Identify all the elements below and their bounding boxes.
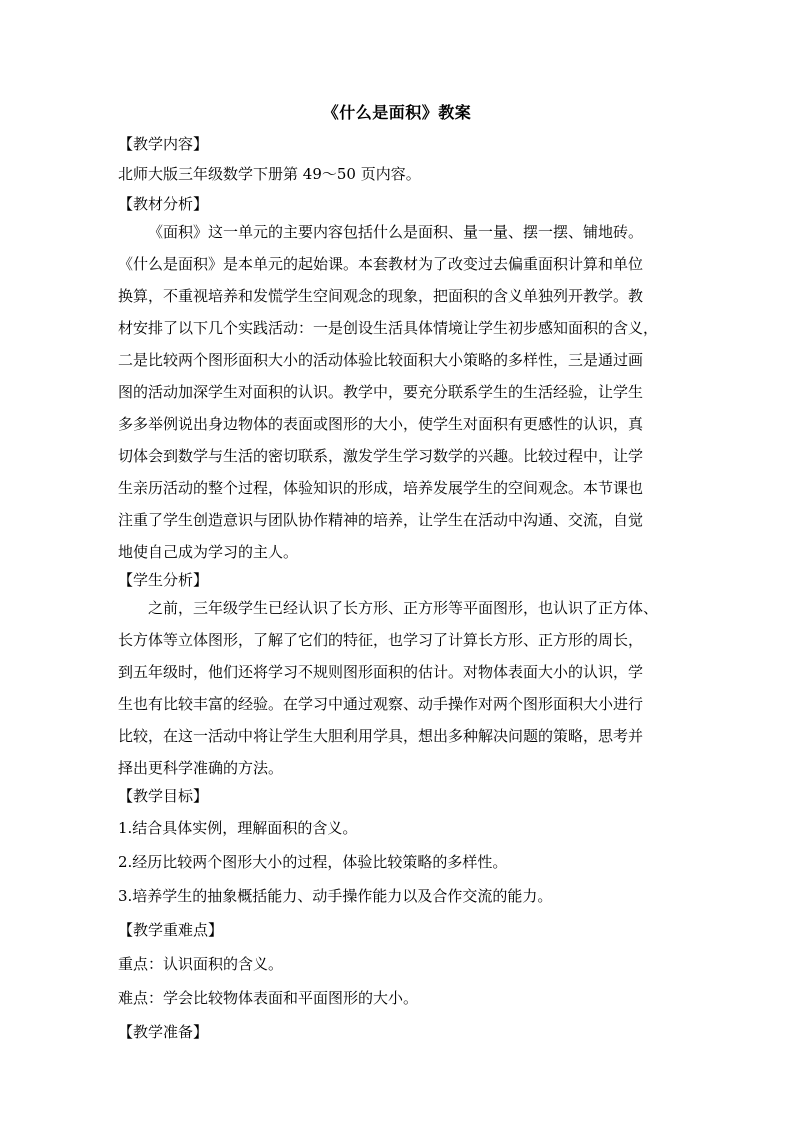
section-heading-goals: 【教学目标】 [118,787,209,805]
goal-item: 1.结合具体实例，理解面积的含义。 [118,819,358,837]
students-line: 生也有比较丰富的经验。在学习中通过观察、动手操作对两个图形面积大小进行 [118,695,644,713]
textbook-line: 多多举例说出身边物体的表面或图形的大小，使学生对面积有更感性的认识，真 [118,415,644,433]
goal-item: 3.培养学生的抽象概括能力、动手操作能力以及合作交流的能力。 [118,887,553,905]
students-line: 到五年级时，他们还将学习不规则图形面积的估计。对物体表面大小的认识，学 [118,663,644,681]
textbook-line: 《面积》这一单元的主要内容包括什么是面积、量一量、摆一摆、铺地砖。 [148,223,644,241]
textbook-line: 切体会到数学与生活的密切联系，激发学生学习数学的兴趣。比较过程中，让学 [118,447,644,465]
textbook-line: 地使自己成为学习的主人。 [118,543,299,561]
textbook-line: 二是比较两个图形面积大小的活动体验比较面积大小策略的多样性，三是通过画 [118,351,644,369]
difficult-point: 难点：学会比较物体表面和平面图形的大小。 [118,989,419,1007]
students-line: 比较，在这一活动中将让学生大胆利用学具，想出多种解决问题的策略，思考并 [118,727,644,745]
textbook-line: 《什么是面积》是本单元的起始课。本套教材为了改变过去偏重面积计算和单位 [118,255,644,273]
textbook-line: 生亲历活动的整个过程，体验知识的形成，培养发展学生的空间观念。本节课也 [118,479,644,497]
section-heading-textbook: 【教材分析】 [118,195,209,213]
document-title: 《什么是面积》教案 [322,103,472,122]
textbook-line: 材安排了以下几个实践活动：一是创设生活具体情境让学生初步感知面积的含义， [118,319,659,337]
textbook-line: 换算，不重视培养和发慌学生空间观念的现象，把面积的含义单独列开教学。教 [118,287,644,305]
students-line: 择出更科学准确的方法。 [118,759,284,777]
students-line: 之前，三年级学生已经认识了长方形、正方形等平面图形，也认识了正方体、 [148,599,659,617]
key-point: 重点：认识面积的含义。 [118,955,284,973]
students-paragraph [118,592,698,784]
students-line: 长方体等立体图形，了解了它们的特征，也学习了计算长方形、正方形的周长， [118,631,644,649]
content-text: 北师大版三年级数学下册第 49～50 页内容。 [118,165,421,183]
textbook-line: 图的活动加深学生对面积的认识。教学中，要充分联系学生的生活经验，让学生 [118,383,644,401]
textbook-line: 注重了学生创造意识与团队协作精神的培养，让学生在活动中沟通、交流，自觉 [118,511,644,529]
goal-item: 2.经历比较两个图形大小的过程，体验比较策略的多样性。 [118,853,508,871]
section-heading-preparation: 【教学准备】 [118,1023,209,1041]
textbook-paragraph [118,216,698,568]
document-body [118,132,698,1044]
section-heading-content: 【教学内容】 [118,135,209,153]
section-heading-keypoints: 【教学重难点】 [118,921,224,939]
section-heading-students: 【学生分析】 [118,571,209,589]
